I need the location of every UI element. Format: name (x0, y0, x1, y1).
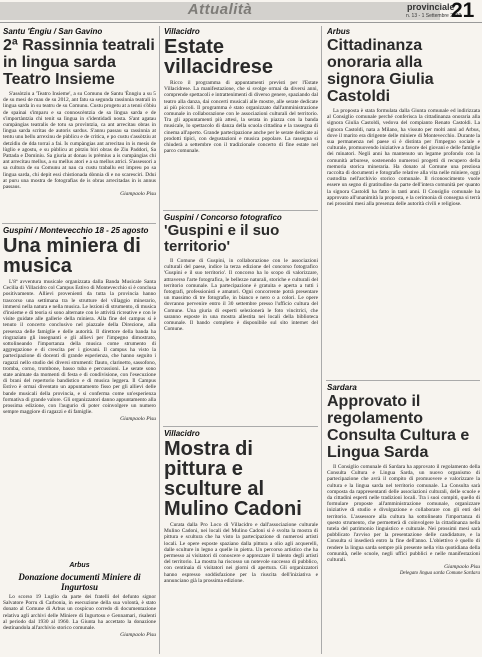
article-concorso (164, 213, 318, 424)
article-place: Villacidro (164, 429, 200, 438)
article-signature: Giampaolo Pisu (120, 632, 156, 639)
article-place: Arbus (69, 562, 90, 569)
article-consulta (327, 383, 480, 655)
article-body (164, 258, 318, 332)
article-place: Sardara (327, 383, 357, 392)
article-donazione (3, 559, 156, 655)
article-text: L'8ª avventura musicale organizzata dalla Banda Musicale Santa Cecilia di Villacidro col Campus Estivo di Montevecchio si è conclusa positivamente. Allievi provenienti da tutta la provincia hanno trascorso una settimana tra le strutture del villaggio minerario, immersi nella natura e nella musica. Le lezioni di strumento, di musica d'insieme e di teoria si sono alternate con le attività ricreative e con le visite guidate alle gallerie della miniera. Alla fine del campus si è tenuto il concerto conclusivo nel piazzale della Direzione, alla presenza delle famiglie e delle autorità. Il direttore della banda ha ringraziato gli insegnanti e gli allievi per l'impegno dimostrato, sottolineando l'importanza della musica come strumento di aggregazione e di crescita per i giovani. Il campus ha visto la partecipazione di docenti di grande esperienza, che hanno seguito i ragazzi nello studio dei diversi strumenti: flauto, clarinetto, sassofono, tromba, corno, trombone, basso tuba e percussioni. Le serate sono state animate da momenti di festa e di condivisione, con l'esecuzione di brani del repertorio bandistico e di musica leggera. Il Campus Estivo è ormai diventato un appuntamento fisso per gli allievi delle bande musicali della provincia, e si conferma come un'esperienza formativa di grande valore. Gli organizzatori danno appuntamento alla prossima edizione, con l'augurio di poter coinvolgere un numero sempre maggiore di ragazzi e di famiglie. (3, 279, 156, 416)
article-title: Donazione documenti Miniere di Ingurtosu (18, 572, 141, 592)
row-rule-right (326, 380, 480, 381)
article-body (3, 594, 156, 631)
article-signature: Giampaolo Pisu (120, 416, 156, 423)
article-kicker: Santu 'Èngiu / San Gavino (3, 27, 103, 36)
article-body (164, 522, 318, 584)
section-title: Attualità (187, 1, 253, 18)
article-text: La proposta è stata formulata dalla Giunta comunale ed indirizzata al Consiglio comunale perché conferisca la cittadinanza onoraria alla signora Giulia Castoldi, vedova del compianto Renato Castoldi. La signora Castoldi, nata a Milano, ha vissuto per molti anni ad Arbus, dove il marito era dirigente delle miniere di Montevecchio. Durante la sua permanenza nel paese si è distinta per l'impegno sociale e culturale, promuovendo iniziative a favore dei giovani e delle famiglie dei minatori. Negli anni ha mantenuto un legame profondo con la comunità arburese, sostenendo numerosi progetti di recupero della memoria storica mineraria. Ha donato al Comune una preziosa raccolta di documenti e fotografie relative alla vita nelle miniere, oggi custodita nell'archivio storico comunale. Il riconoscimento vuole essere un segno di gratitudine da parte dell'intera comunità per quanto la signora Castoldi ha fatto in tanti anni. Il Consiglio comunale ha approvato all'unanimità la proposta, e la cerimonia di consegna si terrà nei prossimi mesi alla presenza delle autorità civili e religiose. (327, 108, 480, 208)
page-number: 21 (451, 0, 475, 22)
article-signature: Giampaolo Pisu (120, 191, 156, 198)
article-text: Il Comune di Guspini, in collaborazione con le associazioni culturali del paese, indice la terza edizione del concorso fotografico 'Guspini e il suo territorio'. Il concorso ha lo scopo di valorizzare, attraverso l'arte fotografica, le bellezze naturali, storiche e culturali del territorio comunale. La partecipazione è gratuita e aperta a tutti i fotografi, professionisti e amatori. Ogni concorrente potrà presentare un massimo di tre fotografie, in bianco e nero o a colori. Le opere dovranno pervenire entro il 30 settembre presso l'ufficio cultura del Comune. Una giuria di esperti selezionerà le foto vincitrici, che saranno esposte in una mostra allestita nei locali della biblioteca comunale. Il bando completo è disponibile sul sito internet del Comune. (164, 258, 318, 333)
article-kicker: Guspini / Montevecchio 18 - 25 agosto (3, 226, 149, 235)
article-place: Arbus (327, 27, 351, 36)
issue-date: n. 13 - 1 Settembre 2012 (406, 13, 462, 19)
article-body (327, 464, 480, 563)
article-title: 'Guspini e il suo territorio' (164, 222, 280, 255)
article-body (164, 80, 318, 154)
article-estate (164, 27, 318, 208)
article-mostra (164, 429, 318, 655)
article-title: Una miniera di musica (3, 235, 141, 277)
article-signature: Giampaolo Pisu (444, 564, 480, 571)
article-rassinnia (3, 27, 156, 221)
article-kicker: Guspini / Concorso fotografico (164, 213, 282, 222)
article-miniera (3, 226, 156, 556)
article-title: Estate villacidrese (164, 36, 273, 78)
header-rule (0, 22, 482, 23)
article-text: S'assòtziu a 'Teatro Insieme', a su Comunu de Santu 'Ènngiu a su 5 de su mesi de mau de su 2012, ant fatu sa segunda rassinnia teatrali in lingua sarda in su teatru de su Comunu. Custu progetu at a tenni s'òbiu de spainai s'imparu e sa connoscèntzia de sa lìngua sarda e de s'importàntzia chi tenit sa lìngua in s'identidadi nosta. S'ant agatau cumpàngias teatralis de totu sa provìntzia, ca ant arrecitau obras in lìngua sarda scritas de autoris sardus. S'annu passau sa rassinnia at tentu unu bellu arrexinu de pùblicu e de critica, e po custu s'assòtziu at detzìdiu de dda torrai a fai. Is cumpàngias ant arrecitau in is mesis de lùglio e agostu, e su pùblicu at pòtziu biri obras de Ziu Paddori, Sa Pattada e Dominiu. Sa giuria at donau is prèmius a is cumpàngias chi ant arrecitau mellus, a su mellus atori e a sa mellus atrici. S'assessori a sa cultura de su Comunu at nau ca custu traballu est impreu po sa lìngua sarda, chi depit essi chistionada dònnia dì e no scaresciri. Ddui at puru una mostra de fotografias de is obras arrecitadas in is annus passaus. (3, 91, 156, 191)
article-text: Ricco il programma di appuntamenti previsti per l'Estate Villacidrese. La manifestazione, che si svolge ormai da diversi anni, comprende spettacoli e intrattenimenti di diverso genere, spaziando dal teatro alla danza, dai concerti musicali alle mostre, alle serate dedicate ai più piccoli. Il programma è stato organizzato dall'amministrazione comunale in collaborazione con le associazioni culturali del territorio. Tra gli appuntamenti più attesi, la serata in piazza con la banda musicale, lo spettacolo di danza della scuola cittadina e la rassegna di cinema all'aperto. Grande partecipazione anche per le serate dedicate ai prodotti tipici, con degustazioni e musica popolare. La rassegna si chiuderà a settembre con il tradizionale concerto di fine estate nel parco comunale. (164, 80, 318, 155)
brand-logo: provinciale (407, 2, 455, 12)
article-title: Mostra di pittura e sculture al Mulino Cadoni (164, 438, 302, 520)
article-place: Villacidro (164, 27, 200, 36)
column-rule-2 (321, 26, 322, 654)
article-text: Curata dalla Pro Loco di Villacidro e dall'associazione culturale Mulino Cadoni, nei locali del Mulino Cadoni si è svolta la mostra di pittura e scultura che ha visto la partecipazione di numerosi artisti locali. Le opere esposte spaziano dalla pittura a olio agli acquerelli, dalle sculture in legno a quelle in pietra. Un percorso artistico che ha permesso ai visitatori di conoscere e apprezzare il talento degli artisti del territorio. La mostra ha riscosso un notevole successo di pubblico, con centinaia di visitatori nei giorni di apertura. Gli organizzatori hanno espresso soddisfazione per la riuscita dell'iniziativa e annunciano già la prossima edizione. (164, 522, 318, 584)
article-text: Il Consiglio comunale di Sardara ha approvato il regolamento della Consulta Cultura e Lingua Sarda, un nuovo organismo di partecipazione che avrà il compito di promuovere e valorizzare la cultura e la lingua sarda nel territorio comunale. La Consulta sarà composta da rappresentanti delle associazioni culturali, delle scuole e da cittadini esperti nelle tradizioni locali. Tra i suoi compiti, quello di formulare proposte all'amministrazione comunale, organizzare iniziative di studio e divulgazione e collaborare con gli enti del territorio. L'assessore alla cultura ha sottolineato l'importanza di questo strumento, che permetterà di coinvolgere la cittadinanza nella tutela del patrimonio linguistico e culturale. Nei prossimi mesi sarà pubblicato l'avviso per la presentazione delle candidature, e la Consulta si insedierà entro la fine dell'anno. L'obiettivo è quello di rendere la lingua sarda sempre più presente nella vita quotidiana della comunità, nelle scuole, negli uffici pubblici e nelle manifestazioni culturali. (327, 464, 480, 564)
article-title: Approvato il regolamento Consulta Cultura e Lingua Sarda (327, 393, 470, 461)
article-title: Cittadinanza onoraria alla signora Giulia Castoldi (327, 37, 434, 105)
article-cittadinanza (327, 27, 480, 377)
row-rule-mid-1 (163, 210, 318, 211)
article-body (3, 279, 156, 415)
page-header (0, 0, 482, 24)
article-body (327, 108, 480, 207)
article-signature-role: Delegato lingua sarda Comune Sardara (399, 571, 480, 577)
row-rule-left (2, 223, 156, 224)
column-rule-1 (159, 26, 160, 654)
article-text: Lo scorso 19 Luglio da parte dei fratelli del defunto signor Salvatore Porru di Carbonia, in esecuzione della sua volontà, è stato donato al Comune di Arbus un cospicuo corredo di documentazione relativa agli archivi delle Miniere di Ingurtosu e Gennamari, risalenti al periodo dal 1930 al 1960. La Giunta ha accettato la donazione destinandola all'archivio storico comunale. (3, 594, 156, 632)
article-title: 2ª Rassinnia teatrali in lingua sarda Teatro Insieme (3, 37, 155, 88)
row-rule-mid-2 (163, 426, 318, 427)
article-body (3, 91, 156, 190)
